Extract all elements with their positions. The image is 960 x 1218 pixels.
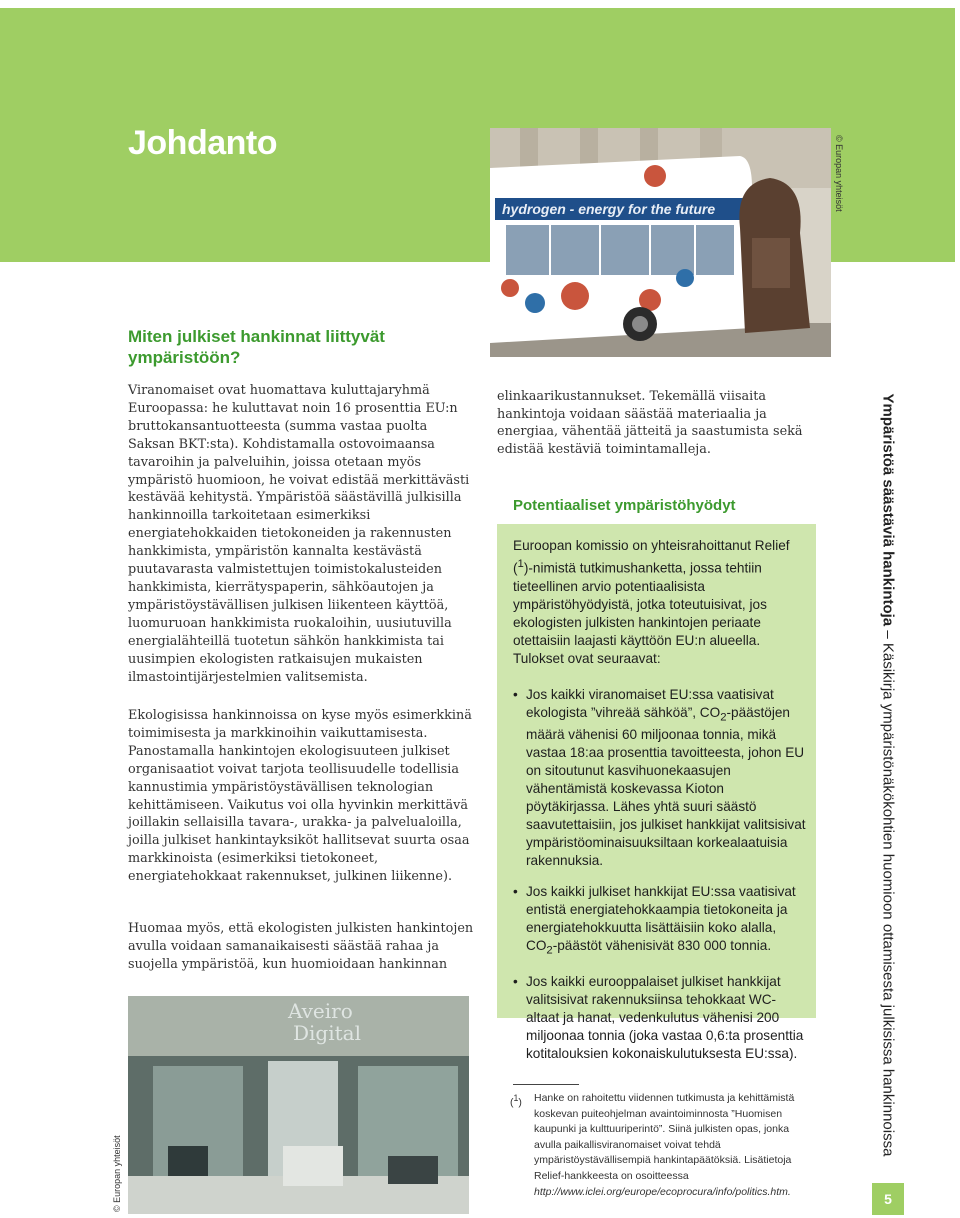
photo-credit-bottom: © Europan yhteisöt xyxy=(112,1135,122,1212)
list-item: • Jos kaikki viranomaiset EU:ssa vaatisivat ekologista ”vihreää sähköä”, $CO_2$-päästöjen määrä vähenisi 60 miljoonaa tonnia, mikä vastaa 18:aa prosenttia tavoitteesta, johon EU on sitoutunut kasvihuonekaasujen vähentämistä koskevassa Kioton pöytäkirjassa. Lähes yhtä suuri säästö saavutettaisiin, jos julkiset hankkijat valitsisivat ympäristöominaisuuksiltaan korkealaatuisia rakennuksia. xyxy=(513,686,808,871)
benefits-box xyxy=(497,524,816,1061)
benefits-heading: Potentiaaliset ympäristöhyödyt xyxy=(513,497,736,514)
footnote-text: Hanke on rahoitettu viidennen tutkimusta ja kehittämistä koskevan puiteohjelman avaintoiminnosta ”Huomisen kaupunki ja kulttuuriperintö”. Siinä julkisten opas, jonka avulla paikallisviranomaiset voivat tehdä ympäristöystävällisempiä hankintapäätöksiä. Lisätietoja Relief-hankkeesta on osoitteessa xyxy=(534,1092,795,1182)
photo-credit-top: © Europan yhteisöt xyxy=(834,135,844,212)
photo-aveiro-digital xyxy=(128,996,469,1214)
footnote-number: ($^1$) xyxy=(510,1093,522,1109)
intro-paragraph-2: Ekologisissa hankinnoissa on kyse myös esimerkkinä toimimisesta ja markkinoihin vaikuttamisesta. Panostamalla hankintojen ekologisuuteen julkiset organisaatiot voivat tarjota teollisuudelle todellisia kannustimia ympäristöystävällisen teknologian kehittämiseen. Vaikutus voi olla hyvinkin merkittävä joillakin sellaisilla tavara-, urakka- ja palvelualoilla, joilla julkiset hankintayksiköt hallitsevat suurta osaa markkinoista (esimerkiksi tietokoneet, energiatehokkaat rakennukset, julkinen liikenne). xyxy=(128,708,472,885)
footnote-divider xyxy=(513,1084,579,1085)
lifecycle-paragraph: elinkaarikustannukset. Tekemällä viisaita hankintoja voidaan säästää materiaalia ja energiaa, vähentää jätteitä ja saastumista sekä edistää kestäviä toimintamalleja. xyxy=(497,389,803,457)
intro-paragraph-3: Huomaa myös, että ekologisten julkisten hankintojen avulla voidaan samanaikaisesti säästää rahaa ja suojella ympäristöä, kun huomioidaan hankinnan xyxy=(128,921,474,972)
footnote xyxy=(510,1091,810,1200)
side-banner-bold: Ympäristöä säästäviä hankintoja xyxy=(879,393,897,627)
footnote-ref: 1 xyxy=(517,558,524,570)
bus-slogan: hydrogen - energy for the future xyxy=(502,201,716,217)
sign-digital: Digital xyxy=(293,1021,361,1045)
page-title: Johdanto xyxy=(128,124,277,162)
intro-paragraph-1: Viranomaiset ovat huomattava kuluttajaryhmä Euroopassa: he kuluttavat noin 16 prosenttia EU:n bruttokansantuotteesta (summa vastaa puolta Saksan BKT:sta). Kohdistamalla ostovoimaansa tavaroihin ja palveluihin, joissa otetaan myös ympäristö huomioon, he voivat edistää merkittävästi kestävää kehitystä. Ympäristöä säästävillä julkisilla hankinnoilla tarkoitetaan esimerkiksi energiatehokkaiden tietokoneiden ja rakennusten hankkimista, ympäristön kannalta kestävästä puutavarasta valmistettujen toimistokalusteiden hankkimista, kierrätyspaperin, sähköautojen ja ympäristöystävällisen julkisen liikenteen käyttöä, luomuruoan hankkimista ruokaloihin, uusiutuvilla energialähteillä tuotetun sähkön hankkimista tai uusimpien ekologisten ratkaisujen mukaisten ilmastointijärjestelmien valitsemista. xyxy=(128,383,470,685)
right-column-intro xyxy=(497,388,815,458)
section-subheading: Miten julkiset hankinnat liittyvät ympäristöön? xyxy=(128,327,385,367)
footnote-link[interactable]: http://www.iclei.org/europe/ecoprocura/info/politics.htm. xyxy=(534,1185,791,1198)
photo-hydrogen-bus xyxy=(490,128,831,357)
side-banner-rest: – Käsikirja ympäristönäkökohtien huomioon ottamisesta julkisissa hankinnoissa xyxy=(879,626,897,1157)
benefits-intro: Euroopan komissio on yhteisrahoittanut Relief ($^1$)-nimistä tutkimushanketta, jossa tehtiin tieteellinen arvio potentiaalisista ympäristöhyödyistä, jotka toteutuisivat, jos ekologisten julkisten hankintojen periaate otettaisiin laajasti käyttöön EU:n alueella. Tulokset ovat seuraavat: xyxy=(513,538,790,666)
benefits-list xyxy=(513,686,808,1063)
list-item: • Jos kaikki julkiset hankkijat EU:ssa vaatisivat entistä energiatehokkaampia tietokoneita ja energiatehokkuutta lisättäisiin koko alalla, $CO_2$-päästöt vähenisivät 830 000 tonnia. xyxy=(513,883,808,960)
sign-aveiro: Aveiro xyxy=(288,999,353,1023)
page-number: 5 xyxy=(872,1183,904,1215)
list-item: • Jos kaikki eurooppalaiset julkiset hankkijat valitsisivat rakennuksiinsa tehokkaat WC-altaat ja hanat, vedenkulutus vähenisi 200 miljoonaa tonnia (joka vastaa 0,6:ta prosenttia kotitalouksien kokonaiskulutuksesta EU:ssa). xyxy=(513,973,808,1063)
